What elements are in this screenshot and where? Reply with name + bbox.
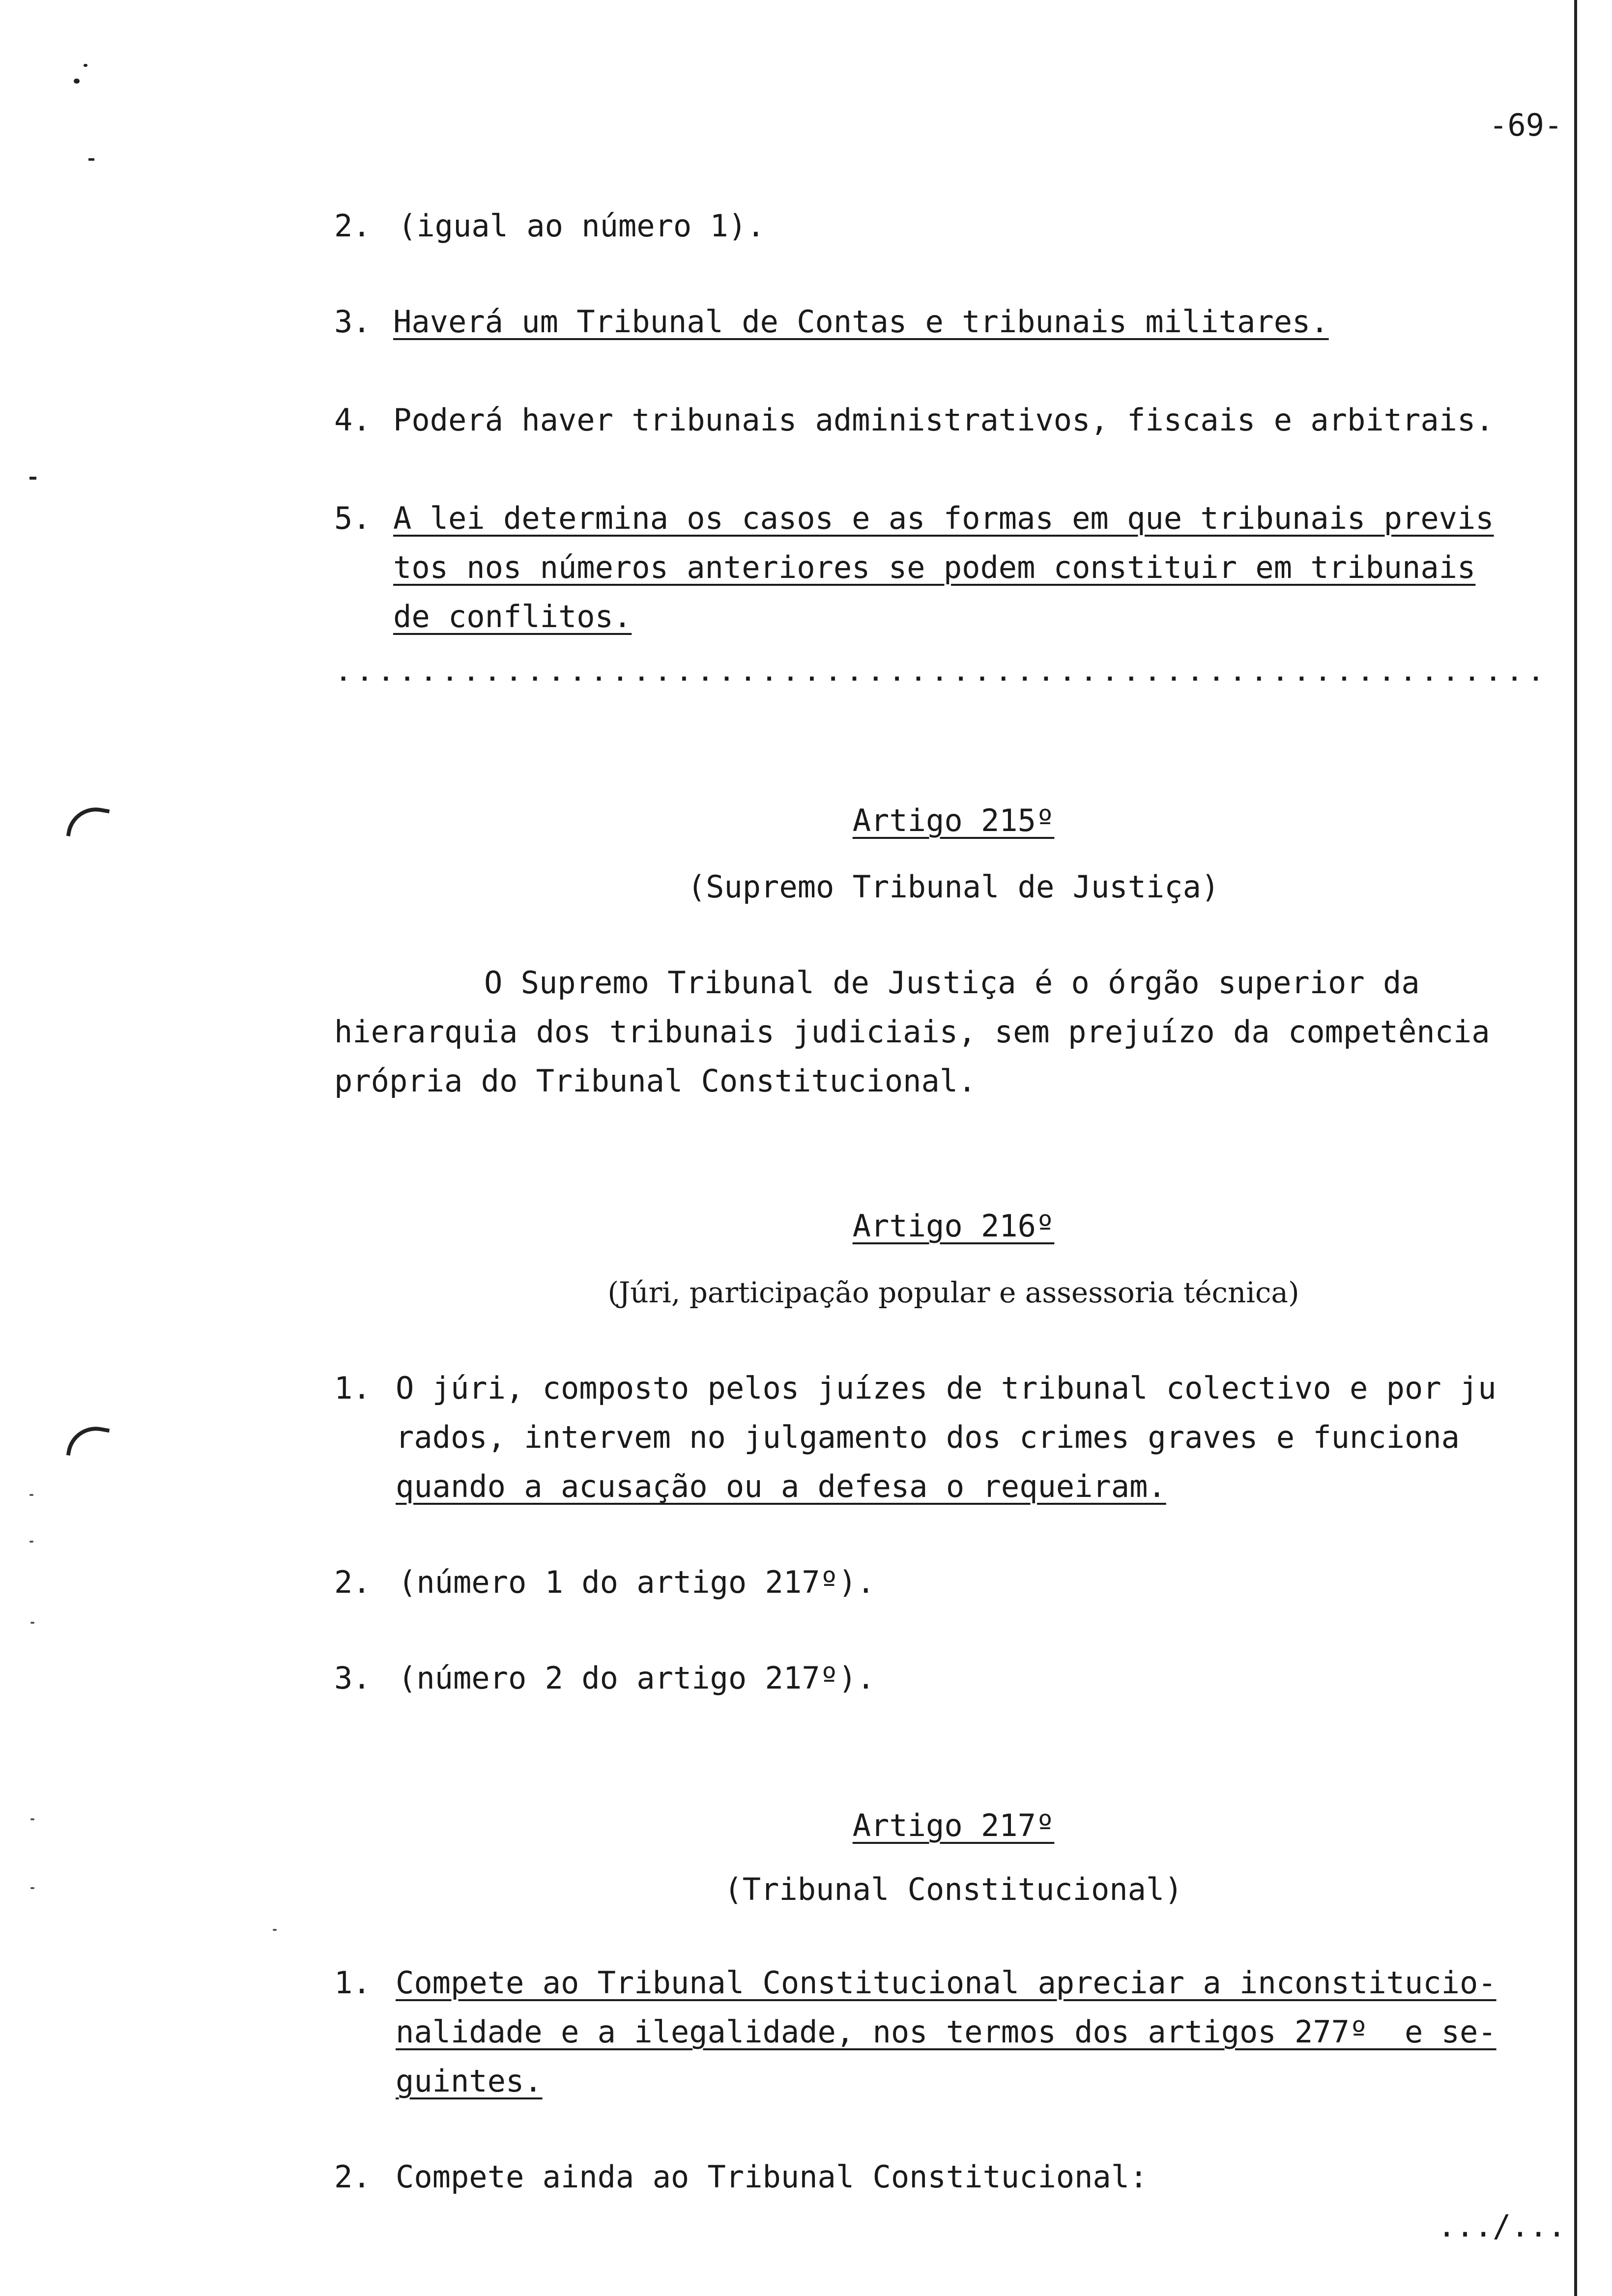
paragraph-line: O Supremo Tribunal de Justiça é o órgão superior da <box>484 965 1420 1001</box>
item-number: 2. <box>334 208 371 244</box>
paragraph-line: hierarquia dos tribunais judiciais, sem prejuízo da competência <box>334 1014 1490 1050</box>
item-number: 3. <box>334 304 371 340</box>
page-number: -69- <box>1489 107 1563 143</box>
hole-punch-mark <box>66 803 110 843</box>
scan-mark <box>88 158 94 161</box>
item-number: 2. <box>334 2159 371 2195</box>
item-text: Haverá um Tribunal de Contas e tribunais militares. <box>393 304 1329 340</box>
article-subtitle: (Supremo Tribunal de Justiça) <box>687 869 1220 905</box>
item-number: 1. <box>334 1370 371 1406</box>
scan-speck <box>30 1622 34 1624</box>
article-subtitle: (Tribunal Constitucional) <box>724 1871 1183 1907</box>
scan-speck <box>30 1818 34 1820</box>
article-heading: Artigo 216º <box>852 1208 1055 1244</box>
scan-speck <box>29 1541 33 1543</box>
item-line: Compete ao Tribunal Constitucional apreciar a inconstitucio- <box>396 1965 1497 2001</box>
item-text: (número 1 do artigo 217º). <box>398 1564 875 1600</box>
item-number: 3. <box>334 1660 371 1696</box>
item-text: Poderá haver tribunais administrativos, fiscais e arbitrais. <box>393 402 1494 438</box>
scan-speck <box>30 1887 34 1889</box>
scan-mark <box>74 79 80 84</box>
article-subtitle: (Júri, participação popular e assessoria técnica) <box>607 1276 1299 1309</box>
item-line: O júri, composto pelos juízes de tribunal colectivo e por ju <box>396 1370 1497 1406</box>
item-text: (número 2 do artigo 217º). <box>398 1660 875 1696</box>
item-text: Compete ainda ao Tribunal Constitucional: <box>396 2159 1148 2195</box>
item-line: tos nos números anteriores se podem constituir em tribunais <box>393 549 1476 585</box>
item-number: 2. <box>334 1564 371 1600</box>
continuation-mark: .../... <box>1438 2208 1566 2244</box>
hole-punch-mark <box>66 1422 110 1462</box>
item-number: 4. <box>334 402 371 438</box>
scan-mark <box>29 477 36 480</box>
item-line: de conflitos. <box>393 599 632 634</box>
item-line: nalidade e a ilegalidade, nos termos dos artigos 277º e se- <box>396 2014 1497 2050</box>
scan-speck <box>29 1494 33 1496</box>
scan-speck <box>273 1929 277 1931</box>
item-line: A lei determina os casos e as formas em que tribunais previs <box>393 500 1494 536</box>
item-line: quando a acusação ou a defesa o requeiram. <box>396 1468 1166 1504</box>
paragraph-line: própria do Tribunal Constitucional. <box>334 1063 977 1099</box>
item-text: (igual ao número 1). <box>398 208 765 244</box>
article-heading: Artigo 217º <box>852 1808 1055 1843</box>
item-number: 5. <box>334 500 371 536</box>
item-number: 1. <box>334 1965 371 2001</box>
dotted-separator: ......................................................... <box>334 661 1548 681</box>
item-line: guintes. <box>396 2063 543 2099</box>
right-margin-rule <box>1574 0 1577 2296</box>
article-heading: Artigo 215º <box>852 803 1055 838</box>
item-line: rados, intervem no julgamento dos crimes graves e funciona <box>396 1419 1460 1455</box>
scan-mark <box>84 64 87 67</box>
